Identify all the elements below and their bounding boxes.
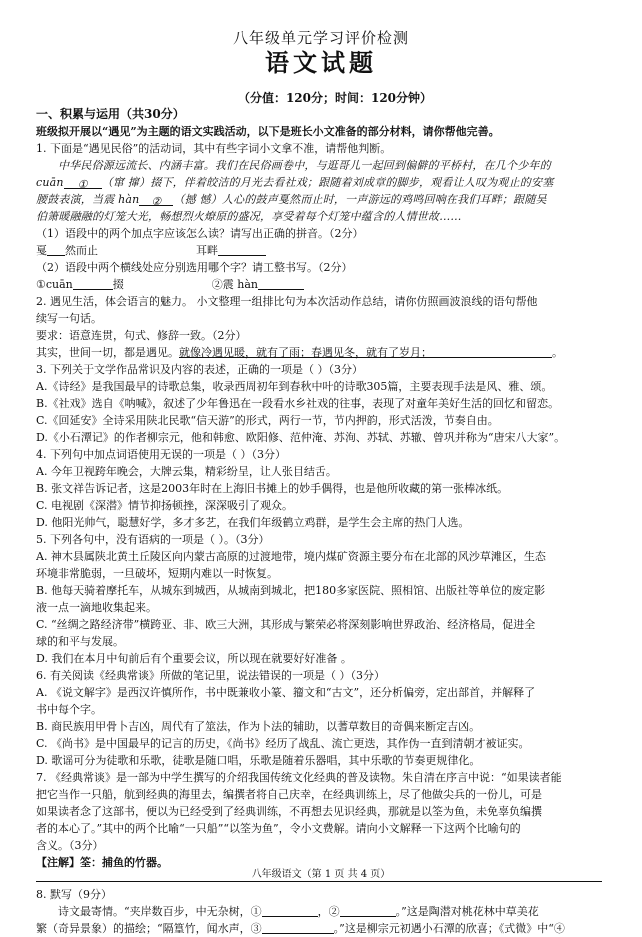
q1-sub1-blank-2[interactable] [218, 243, 266, 256]
q1-sub2-blank-1[interactable] [73, 277, 113, 290]
q6-option-c: C. 《尚书》是中国最早的记言的历史，《尚书》经历了战乱、流亡更迭，其作伪一直到清朝才被证实。 [36, 737, 530, 750]
q1-passage-line2 [36, 174, 602, 191]
q5-option-a1: A. 神木县属陕北黄土丘陵区向内蒙古高原的过渡地带，境内煤矿资源主要分布在北部的风沙草滩区，生态 [36, 550, 546, 563]
q1-passage-line3 [36, 191, 602, 208]
q5-option-c2: 球的和平与发展。 [36, 635, 124, 648]
q5-stem: 5. 下列各句中，没有语病的一项是（ ）。（3分） [36, 533, 270, 546]
q1-passage-line4: 伯箫暖融融的灯笼大光，畅想烈火燎原的盛况，享受着每个灯笼中蕴含的人情世故…… [36, 210, 462, 223]
q6-option-d: D. 歌谣可分为徒歌和乐歌，徒歌是随口唱，乐歌是随着乐器唱，其中乐歌的节奏更规律化。 [36, 754, 481, 767]
q1-sub1-blank-1[interactable] [47, 243, 65, 256]
q1-sub1: （1）语段中的两个加点字应该怎么读？请写出正确的拼音。（2分） [36, 227, 364, 240]
q1-sub2-a: ①cuān [36, 278, 73, 291]
q6-stem: 6. 有关阅读《经典常谈》所做的笔记里，说法错误的一项是（ ）（3分） [36, 669, 385, 682]
q8-blank-2[interactable] [340, 904, 396, 917]
q1-stem: 1. 下面是“遇见民俗”的活动词，其中有些字词小文拿不准，请帮他判断。 [36, 142, 392, 155]
q8-line2 [36, 920, 602, 937]
q1-sub2-blank-2[interactable] [258, 277, 304, 290]
q5-option-c1: C. “丝绸之路经济带”横跨亚、非、欧三大洲，其形成与繁荣必将深刻影响世界政治、经济格局，促进全 [36, 618, 536, 631]
exam-content [36, 106, 602, 937]
q1-pinyin: cuān [36, 176, 64, 189]
page-footer: 八年级语文（第 1 页 共 4 页） [251, 869, 391, 880]
q1-sub1-char: 戛 [36, 244, 47, 257]
q1-blank-1[interactable] [64, 176, 102, 189]
q1-sub2-b: 掇 [112, 278, 124, 291]
q8-line1-c: 。”这是陶潜对桃花林中草美花 [395, 905, 539, 918]
q2-requirement: 要求：语意连贯，句式、修辞一致。（2分） [36, 329, 247, 342]
q7-line4: 者的本心了。”其中的两个比喻“一只船”“以筌为鱼”，令小文费解。请向小文解释一下这两个比喻句的 [36, 822, 521, 835]
q8-line2-a: 繁（奇异景象）的描绘；“隔篁竹，闻水声，③ [36, 922, 262, 935]
q1-passage-line3-a: 腰鼓表演，当震 hàn [36, 193, 140, 206]
q1-sub2-answer [36, 276, 602, 293]
q1-sub2-c: ②震 hàn [211, 278, 258, 291]
q6-option-a1: A. 《说文解字》是西汉许慎所作，书中既兼收小篆、籀文和“古文”，还分析偏旁，定出部首，并解释了 [36, 686, 536, 699]
q8-blank-3[interactable] [262, 921, 334, 934]
q1-passage-line3-b: （撼 憾）人心的鼓声戛然而止时，一声游远的鸡鸣回响在我们耳畔；跟随吴 [173, 193, 547, 206]
q3-option-c: C.《回延安》全诗采用陕北民歌“信天游”的形式，两行一节，节内押韵，形式活泼，节奏自由。 [36, 414, 499, 427]
q2-stem: 2. 遇见生活，体会语言的魅力。 小文整理一组排比句为本次活动作总结，请你仿照画波浪线的语句帮他 [36, 295, 538, 308]
q3-stem: 3. 下列关于文学作品常识及内容的表述，正确的一项是（ ）（3分） [36, 363, 363, 376]
q8-line1-b: ，② [317, 905, 340, 918]
q8-stem: 8. 默写（9分） [36, 888, 112, 901]
q7-line3: 如果读者念了这部书，便以为已经受到了经典训练，不再想去见识经典，那就是以筌为鱼，未免辜负编撰 [36, 805, 542, 818]
q5-option-a2: 环境非常脆弱，一旦破坏，短期内难以一时恢复。 [36, 567, 278, 580]
q8-line1 [36, 903, 602, 920]
q2-example-wavy: 就像冷遇见暖，就有了雨；春遇见冬，就有了岁月； [179, 346, 432, 359]
section-title: 一、积累与运用（共30分） [36, 107, 185, 121]
q5-option-b1: B. 他每天骑着摩托车，从城东到城西，从城南到城北，把180多家医院、照相馆、出版社等单位的废定影 [36, 584, 546, 597]
q2-stem2: 续写一句话。 [36, 312, 102, 325]
q1-blank-1-num: ① [77, 178, 88, 191]
q4-option-d: D. 他阳光帅气，聪慧好学，多才多艺，在我们年级鹤立鸡群，是学生会主席的热门人选。 [36, 516, 470, 529]
q1-sub1-word: 然而止 [65, 244, 98, 257]
q4-option-b: B. 张文祥告诉记者，这是2003年时在上海旧书摊上的妙手偶得，也是他所收藏的第一张棒冰纸。 [36, 482, 509, 495]
exam-meta: （分值：120分；时间：120分钟） [237, 91, 433, 105]
q2-example: 其实，世间一切，都是遇见。就像冷遇见暖，就有了雨；春遇见冬，就有了岁月； 。 [36, 346, 563, 359]
q5-option-b2: 液一点一滴地收集起来。 [36, 601, 157, 614]
q6-option-b: B. 商民族用甲骨卜吉凶，周代有了筮法，作为卜法的辅助，以蓍草数目的奇偶来断定吉凶。 [36, 720, 481, 733]
q2-answer-blank[interactable] [432, 345, 552, 358]
q7-line2: 把它当作一只船，航到经典的海里去，编撰者将自己庆幸，在经典训练上，尽了他做尖兵的一份儿，可是 [36, 788, 542, 801]
q6-option-a2: 书中每个字。 [36, 703, 102, 716]
q3-option-d: D.《小石潭记》的作者柳宗元，他和韩愈、欧阳修、范仲淹、苏洵、苏轼、苏辙、曾巩并称为“唐宋八大家”。 [36, 431, 566, 444]
section-intro: 班级拟开展以“遇见”为主题的语文实践活动，以下是班长小文准备的部分材料，请你帮他完善。 [36, 125, 500, 138]
q8-line1-a: 诗文最寄情。“夹岸数百步，中无杂树，① [58, 905, 262, 918]
q1-blank-2-num: ② [151, 195, 162, 208]
q5-option-d: D. 我们在本月中旬前后有个重要会议，所以现在就要好好准备 。 [36, 652, 352, 665]
q1-passage-line1: 中华民俗源远流长、内涵丰富。我们在民俗画卷中，与逛哥儿一起回到偏僻的平桥村，在几个少年的 [58, 159, 551, 172]
exam-header: 八年级单元学习评价检测 [232, 29, 409, 47]
q4-option-a: A. 今年卫视跨年晚会，大牌云集，精彩纷呈，让人张目结舌。 [36, 465, 337, 478]
q8-blank-1[interactable] [262, 904, 318, 917]
q1-blank-2[interactable] [139, 193, 173, 206]
q4-stem: 4. 下列句中加点词语使用无误的一项是（ ）（3分） [36, 448, 286, 461]
q4-option-c: C. 电视剧《深潜》情节抑扬顿挫，深深吸引了观众。 [36, 499, 294, 512]
q3-option-a: A.《诗经》是我国最早的诗歌总集，收录西周初年到春秋中叶的诗歌305篇，主要表现手法是风、雅、颂。 [36, 380, 553, 393]
exam-title: 语文试题 [265, 48, 377, 77]
q1-passage-line2-text: （窜 撺）掇下，伴着皎洁的月光去看社戏；跟随着刘成章的脚步，观看让人叹为观止的安塞 [101, 176, 554, 189]
q1-sub2: （2）语段中两个横线处应分别选用哪个字？请工整书写。（2分） [36, 261, 353, 274]
q1-sub1-word2: 耳畔 [196, 244, 218, 257]
q8-line2-b: 。”这是柳宗元初遇小石潭的欣喜；《式微》中“④ [333, 922, 565, 935]
q2-example-lead: 其实，世间一切，都是遇见。 [36, 346, 179, 359]
q7-line1: 7. 《经典常谈》是一部为中学生撰写的介绍我国传统文化经典的普及读物。朱自清在序言中说：“如果读者能 [36, 771, 562, 784]
q7-line5: 含义。（3分） [36, 839, 104, 852]
q7-note: 【注解】筌：捕鱼的竹器。 [36, 856, 168, 869]
q1-sub1-answer [36, 242, 602, 259]
q3-option-b: B.《社戏》选自《呐喊》，叙述了少年鲁迅在一段看水乡社戏的往事，表现了对童年美好生活的回忆和留恋。 [36, 397, 560, 410]
